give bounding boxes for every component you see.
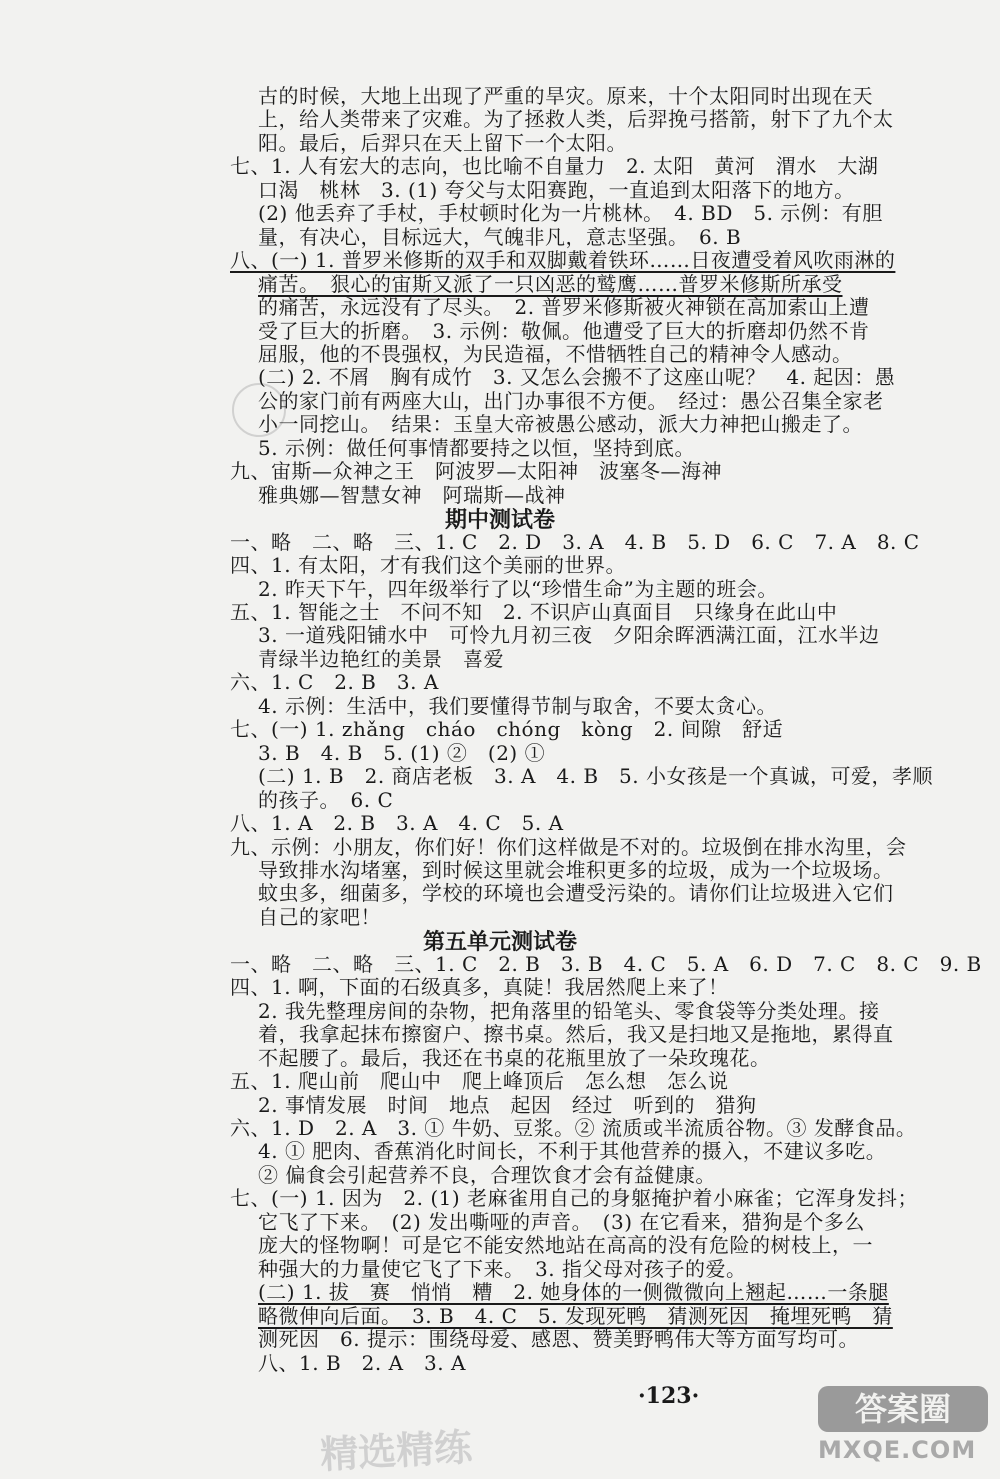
- answer-line: (二) 1. B 2. 商店老板 3. A 4. B 5. 小女孩是一个真诚，可爱，孝顺: [258, 764, 933, 788]
- answer-line: 口渴 桃林 3. (1) 夸父与太阳赛跑，一直追到太阳落下的地方。: [258, 178, 855, 202]
- answer-line: 五、1. 爬山前 爬山中 爬上峰顶后 怎么想 怎么说: [230, 1069, 729, 1093]
- answer-line: 七、(一) 1. zhǎng cháo chóng kòng 2. 间隙 舒适: [230, 717, 784, 741]
- answer-line: 5. 示例：做任何事情都要持之以恒，坚持到底。: [258, 436, 695, 460]
- section-heading-unit5: 第五单元测试卷: [422, 930, 577, 956]
- answer-line: 着，我拿起抹布擦窗户、擦书桌。然后，我又是扫地又是拖地，累得直: [258, 1022, 894, 1046]
- answer-line: 3. 一道残阳铺水中 可怜九月初三夜 夕阳余晖洒满江面，江水半边: [258, 623, 880, 647]
- answer-line: 六、1. D 2. A 3. ① 牛奶、豆浆。② 流质或半流质谷物。③ 发酵食品。: [230, 1116, 917, 1140]
- answer-line: 2. 昨天下午，四年级举行了以“珍惜生命”为主题的班会。: [258, 577, 778, 601]
- answer-line: 四、1. 有太阳，才有我们这个美丽的世界。: [230, 553, 626, 577]
- answer-line: 的痛苦，永远没有了尽头。 2. 普罗米修斯被火神锁在高加索山上遭: [258, 295, 870, 319]
- answer-line: 七、1. 人有宏大的志向，也比喻不自量力 2. 太阳 黄河 渭水 大湖: [230, 154, 879, 178]
- answer-line: 七、(一) 1. 因为 2. (1) 老麻雀用自己的身躯掩护着小麻雀；它浑身发抖；: [230, 1186, 919, 1210]
- answer-line: 屈服，他的不畏强权，为民造福，不惜牺牲自己的精神令人感动。: [258, 342, 853, 366]
- answer-line: 3. B 4. B 5. (1) ② (2) ①: [258, 741, 546, 765]
- answer-line: ② 偏食会引起营养不良，合理饮食才会有益健康。: [258, 1163, 716, 1187]
- answer-line: 不起腰了。最后，我还在书桌的花瓶里放了一朵玫瑰花。: [258, 1046, 771, 1070]
- answer-line: 一、略 二、略 三、1. C 2. D 3. A 4. B 5. D 6. C 7. A 8. C: [230, 530, 920, 554]
- answer-line: 庞大的怪物啊！可是它不能安然地站在高高的没有危险的树枝上，一: [258, 1233, 873, 1257]
- answer-line: 九、宙斯—众神之王 阿波罗—太阳神 波塞冬—海神: [230, 459, 722, 483]
- answer-line: 八、1. B 2. A 3. A: [258, 1351, 466, 1375]
- answer-line: 的孩子。 6. C: [258, 788, 394, 812]
- answer-line: 五、1. 智能之士 不问不知 2. 不识庐山真面目 只缘身在此山中: [230, 600, 838, 624]
- answer-line: 四、1. 啊，下面的石级真多，真陡！我居然爬上来了！: [230, 975, 729, 999]
- answer-line: 自己的家吧！: [258, 905, 381, 929]
- answer-line: 4. 示例：生活中，我们要懂得节制与取舍，不要太贪心。: [258, 694, 777, 718]
- watermark-logo: 答案圈: [818, 1386, 988, 1432]
- watermark-url: MXQE.COM: [818, 1436, 977, 1464]
- answer-line: 种强大的力量使它飞了下来。 3. 指父母对孩子的爱。: [258, 1257, 747, 1281]
- answer-line: 八、(一) 1. 普罗米修斯的双手和双脚戴着铁环……日夜遭受着风吹雨淋的: [230, 248, 896, 272]
- answer-line: 六、1. C 2. B 3. A: [230, 670, 439, 694]
- answer-line: 公的家门前有两座大山，出门办事很不方便。 经过：愚公召集全家老: [258, 389, 884, 413]
- answer-line: 受了巨大的折磨。 3. 示例：敬佩。他遭受了巨大的折磨却仍然不肯: [258, 319, 870, 343]
- answer-line: (二) 2. 不屑 胸有成竹 3. 又怎么会搬不了这座山呢？ 4. 起因：愚: [258, 365, 896, 389]
- answer-line: 古的时候，大地上出现了严重的旱灾。原来，十个太阳同时出现在天: [258, 84, 873, 108]
- faint-watermark-text: 精选精练: [319, 1425, 474, 1477]
- answer-line: 小一同挖山。 结果：玉皇大帝被愚公感动，派大力神把山搬走了。: [258, 412, 863, 436]
- answer-line: 八、1. A 2. B 3. A 4. C 5. A: [230, 811, 564, 835]
- page-number: ·123·: [638, 1383, 700, 1409]
- answer-line: 导致排水沟堵塞，到时候这里就会堆积更多的垃圾，成为一个垃圾场。: [258, 858, 894, 882]
- answer-line: 2. 事情发展 时间 地点 起因 经过 听到的 猎狗: [258, 1093, 757, 1117]
- section-heading-midterm: 期中测试卷: [444, 508, 555, 534]
- answer-line: 它飞了下来。 (2) 发出嘶哑的声音。 (3) 在它看来，猎狗是个多么: [258, 1210, 865, 1234]
- answer-line: 青绿半边艳红的美景 喜爱: [258, 647, 504, 671]
- answer-line: 九、示例：小朋友，你们好！你们这样做是不对的。垃圾倒在排水沟里，会: [230, 835, 907, 859]
- answer-line: 雅典娜—智慧女神 阿瑞斯—战神: [258, 483, 566, 507]
- answer-line: 阳。最后，后羿只在天上留下一个太阳。: [258, 131, 627, 155]
- answer-line: 上，给人类带来了灾难。为了拯救人类，后羿挽弓搭箭，射下了九个太: [258, 107, 894, 131]
- answer-line: 痛苦。 狠心的宙斯又派了一只凶恶的鹫鹰……普罗米修斯所承受: [258, 272, 843, 296]
- answer-line: 一、略 二、略 三、1. C 2. B 3. B 4. C 5. A 6. D 7. C 8. C 9. B: [230, 952, 982, 976]
- answer-line: 蚊虫多，细菌多，学校的环境也会遭受污染的。请你们让垃圾进入它们: [258, 881, 894, 905]
- answer-line: 4. ① 肥肉、香蕉消化时间长，不利于其他营养的摄入，不建议多吃。: [258, 1139, 887, 1163]
- answer-line: (二) 1. 拔 赛 悄悄 糟 2. 她身体的一侧微微向上翘起……一条腿: [258, 1280, 889, 1304]
- answer-line: 测死因 6. 提示：围绕母爱、感恩、赞美野鸭伟大等方面写均可。: [258, 1327, 859, 1351]
- answer-line: 量，有决心，目标远大，气魄非凡，意志坚强。 6. B: [258, 225, 742, 249]
- answer-line: (2) 他丢弃了手杖，手杖顿时化为一片桃林。 4. BD 5. 示例：有胆: [258, 201, 883, 225]
- answer-line: 2. 我先整理房间的杂物，把角落里的铅笔头、零食袋等分类处理。接: [258, 999, 880, 1023]
- answer-line: 略微伸向后面。 3. B 4. C 5. 发现死鸭 猜测死因 掩埋死鸭 猜: [258, 1304, 893, 1328]
